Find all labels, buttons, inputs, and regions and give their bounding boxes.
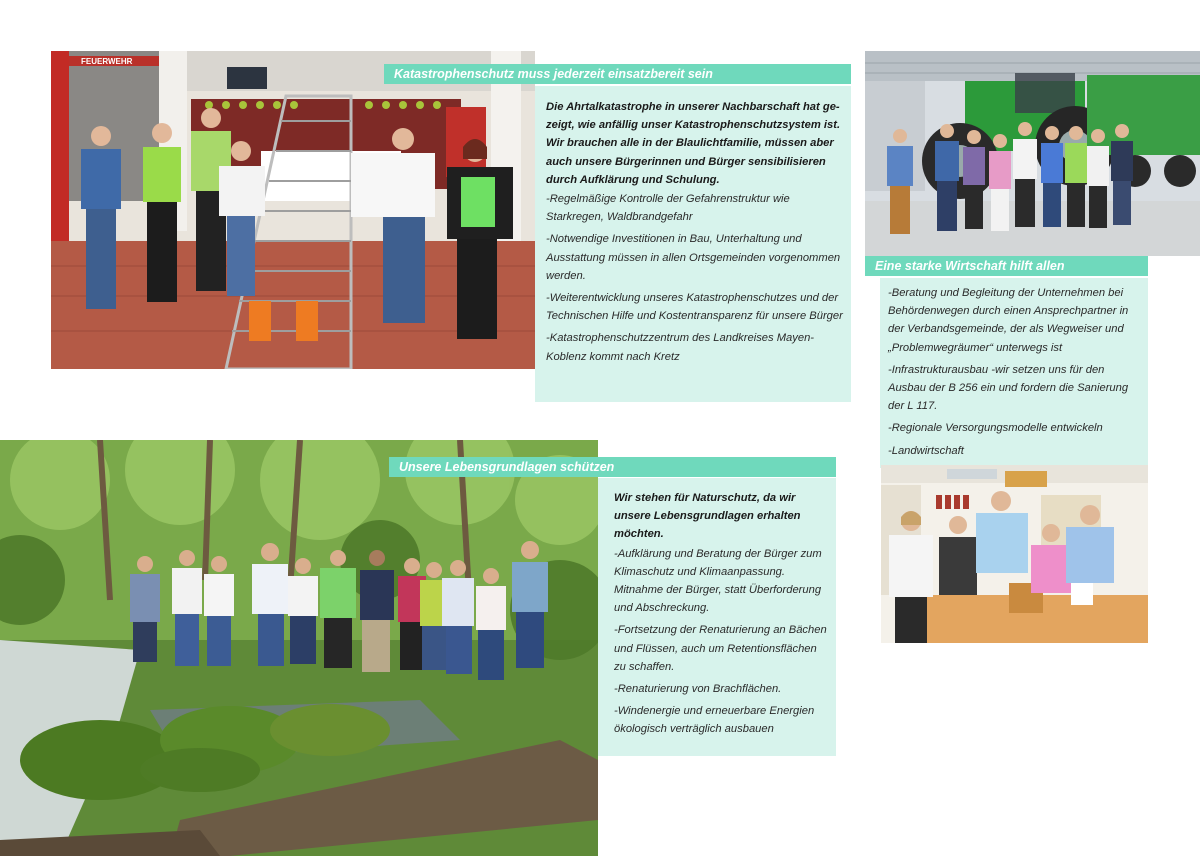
heading-wirtschaft: Eine starke Wirtschaft hilft allen: [865, 256, 1148, 276]
text-wirtschaft: [888, 284, 1144, 464]
lead-katastrophenschutz: Die Ahrtalkatastrophe in unserer Nachbarschaft hat ge- zeigt, wie anfällig unser Katastrophenschutzsystem ist. Wir brauchen alle in der Blaulichtfamilie, müssen aber auch unsere Bürgerinnen und Bürger sensibilisieren durch Aufklärung und Schulung.: [546, 101, 841, 186]
photo-shop: [881, 465, 1148, 643]
heading-lebensgrundlagen: Unsere Lebensgrundlagen schützen: [389, 457, 836, 477]
list-item: -Aufklärung und Beratung der Bürger zum Klimaschutz und Klimaanpassung. Mitnahme der Bürger, statt Überforderung und Abschreckung.: [614, 547, 822, 615]
list-item: -Windenergie und erneuerbare Energien ökologisch verträglich ausbauen: [614, 705, 815, 736]
list-item: -Infrastrukturausbau -wir setzen uns für den Ausbau der B 256 ein und fordern die Sanierung der L 117.: [888, 363, 1129, 413]
list-item: -Fortsetzung der Renaturierung an Bächen und Flüssen, auch um Retentionsflächen zu schaffen.: [614, 624, 827, 673]
list-item: -Regionale Versorgungsmodelle entwickeln: [888, 422, 1103, 435]
photo-tractor: [865, 51, 1200, 256]
list-item: -Weiterentwicklung unseres Katastrophenschutzes und der Technischen Hilfe und Kostentransparenz für unsere Bürger: [546, 292, 843, 323]
list-item: -Beratung und Begleitung der Unternehmen bei Behördenwegen durch einen Ansprechpartner in der Verbandsgemeinde, der als Wegweiser und „Problemwegräumer“ unterwegs ist: [888, 287, 1129, 354]
photo-fire-station: [51, 51, 535, 369]
sign-feuerwehr: FEUERWEHR: [81, 57, 133, 66]
list-item: -Landwirtschaft: [888, 444, 964, 457]
list-item: -Renaturierung von Brachflächen.: [614, 683, 782, 696]
text-lebensgrundlagen: [614, 489, 830, 743]
list-item: -Notwendige Investitionen in Bau, Unterhaltung und Ausstattung müssen in allen Ortsgemeinden vorgenommen werden.: [546, 233, 841, 282]
text-katastrophenschutz: [546, 98, 846, 370]
photo-river: [0, 440, 598, 856]
list-item: -Regelmäßige Kontrolle der Gefahrenstruktur wie Starkregen, Waldbrandgefahr: [546, 193, 790, 224]
heading-katastrophenschutz: Katastrophenschutz muss jederzeit einsatzbereit sein: [384, 64, 851, 84]
lead-lebensgrundlagen: Wir stehen für Naturschutz, da wir unsere Lebensgrundlagen erhalten möchten.: [614, 492, 801, 541]
list-item: -Katastrophenschutzzentrum des Landkreises Mayen-Koblenz kommt nach Kretz: [546, 332, 815, 363]
